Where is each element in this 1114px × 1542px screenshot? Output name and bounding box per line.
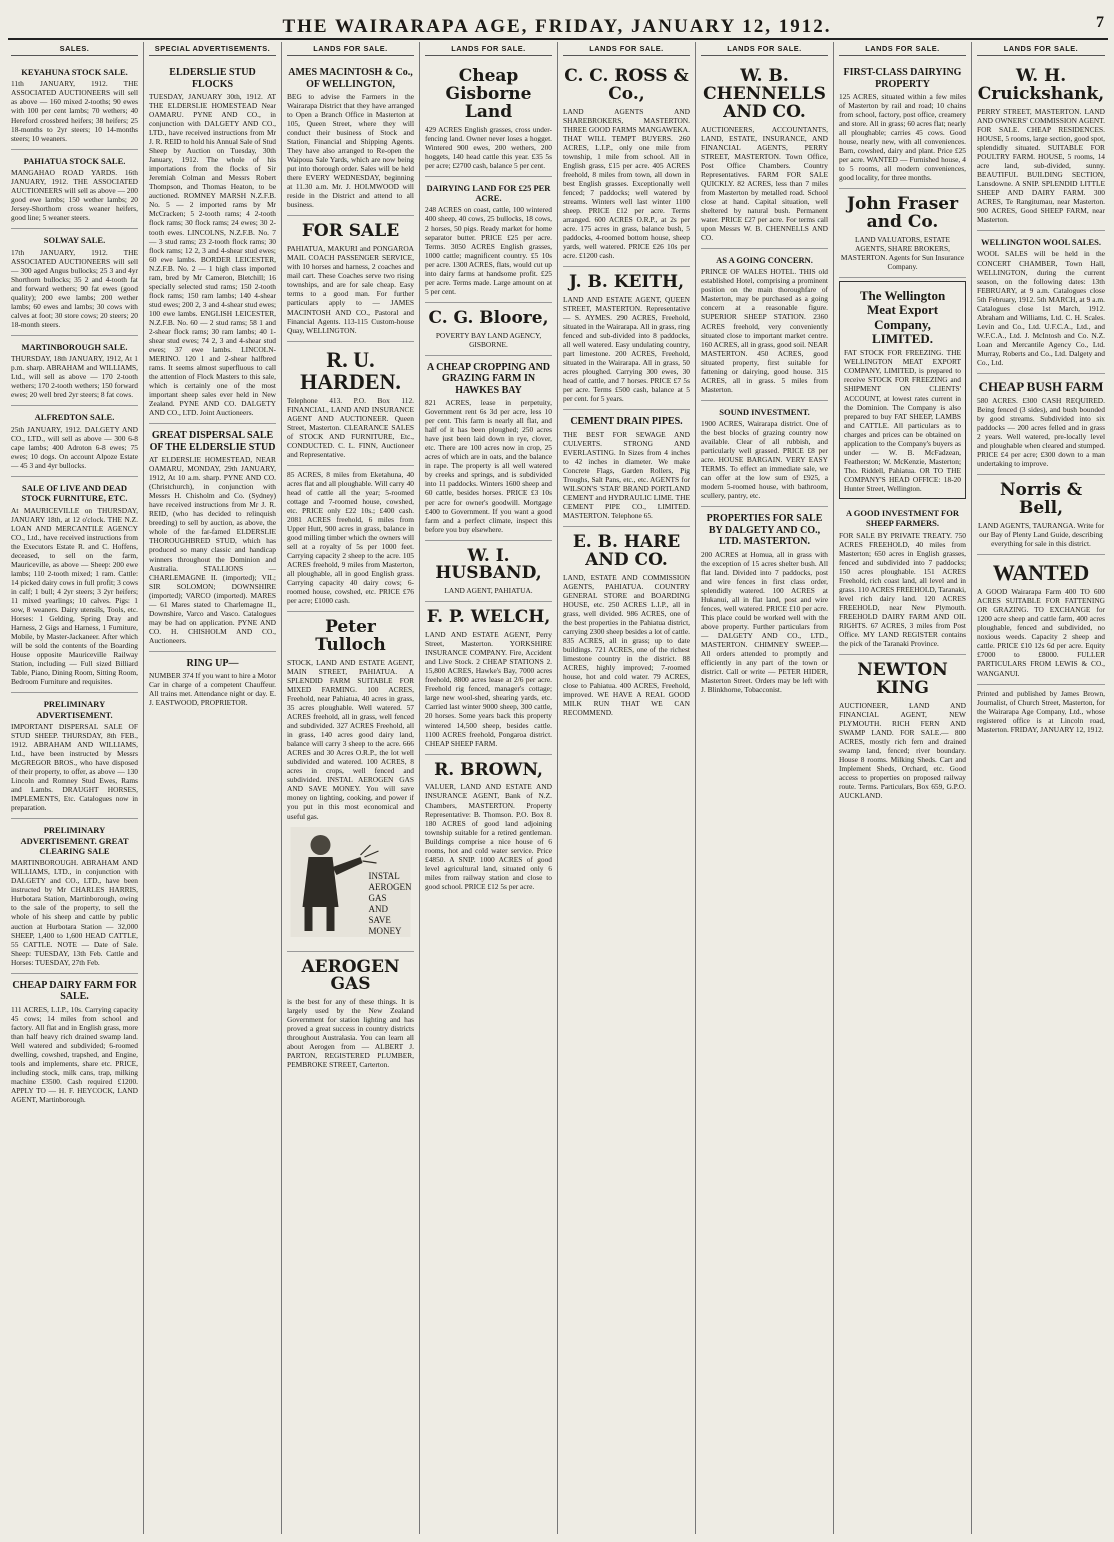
ad-body: THURSDAY, 18th JANUARY, 1912, At 1 p.m. sharp. ABRAHAM and WILLIAMS, Ltd., will sell as above — 170 2-tooth wethers; 170 2-tooth wethers; 150 forward ewes; 20 well bred 2yr steers; 8 fat cows. <box>11 354 138 400</box>
ad-heading: ALFREDTON SALE. <box>34 412 115 423</box>
ad-heading: A GOOD INVESTMENT FOR SHEEP FARMERS. <box>846 507 959 529</box>
advertisement <box>11 406 138 477</box>
advertisement <box>977 374 1105 476</box>
advertisement <box>977 475 1105 555</box>
column-heading: LANDS FOR SALE. <box>701 42 828 56</box>
ad-heading: R. U. HARDEN. <box>300 346 401 394</box>
ad-heading: SOUND INVESTMENT. <box>719 406 810 417</box>
ad-heading: GREAT DISPERSAL SALE OF THE ELDERSLIE STUD <box>149 430 276 453</box>
ad-heading: C. C. ROSS & Co., <box>564 66 689 104</box>
advertisement <box>977 685 1105 740</box>
ad-body: AT ELDERSLIE HOMESTEAD, NEAR OAMARU, MONDAY, 29th JANUARY, 1912, At 10 a.m. sharp. PYNE AND CO. (Christchurch), in conjunction with Messrs H. Chisholm and Co. (Sydney) have received instructions from Mr J. R. REID, (who has decided to relinquish breeding) to sell by auction, as above, the whole of the far-famed ELDERSLIE THOROUGHBRED STUD, which has produced so many classic and handicap winners throughout the Dominion and Australia. STALLIONS — CHARLEMAGNE II. (imported); VIL; SIR SOLOMON; DOWNSHIRE (imported); VARCO (imported). MARES — 61 Mares stated to Charlemagne II., Downshire, Varco and Vasco. Catalogues may be had on application. PYNE AND CO. H. CHISHOLM AND CO., Auctioneers. <box>149 455 276 645</box>
ad-body: VALUER, LAND AND ESTATE AND INSURANCE AGENT, Bank of N.Z. Chambers, MASTERTON. Property Representative: B. Thomson. P.O. Box 8. 180 ACRES of good land adjoining township suitable for a retired gentleman. Buildings comprise a nice house of 6 rooms, hot and cold water service. Price £4850. A SNIP. 1000 ACRES of good level agricultural land, situated only 6 miles from railway station and close to good school. PRICE £12 5s per acre. <box>425 782 552 891</box>
advertisement <box>701 249 828 401</box>
ad-heading: PAHIATUA STOCK SALE. <box>23 155 126 166</box>
ad-heading: AMES MACINTOSH & Co., OF WELLINGTON, <box>288 67 413 90</box>
advertisement <box>839 502 966 655</box>
ad-body: MARTINBOROUGH. ABRAHAM AND WILLIAMS, LTD., in conjunction with DALGETY and CO., LTD., have been instructed by Mr CHARLES HARRIS, Hurbotara Station, Martinborough, owing to the sale of the property, to sell the whole of his sheep and cattle by public auction at Hurbotara Station — 32,000 SHEEP, 1,400 to 1,600 HEAD CATTLE, 55 CATTLE. NOTE — Date of Sale. Sheep: TUESDAY, 13th Feb. Cattle and Horses: TUESDAY, 27th Feb. <box>11 858 138 967</box>
svg-text:GAS: GAS <box>368 892 387 903</box>
advertisement <box>563 410 690 527</box>
ad-heading: John Fraser and Co. <box>846 194 959 233</box>
column-2 <box>144 42 282 1534</box>
ad-body: 821 ACRES, lease in perpetuity, Government rent 6s 3d per acre, less 10 per cent. This farm is nearly all flat, and half of it has been ploughed; 250 acres have just been laid down in rye, clover, etc. There are 100 acres now in crop, 25 acres of which are in oats, and the balance in rape. The property is all well watered by creeks and springs, and is subdivided into 11 paddocks. Winters 1600 sheep and 60 cattle, besides horses. PRICE £3 10s per acre for owner's goodwill. Mortgage £400 to Government. If you want a good farm and a perfect climate, inspect this before you buy elsewhere. <box>425 398 552 534</box>
ad-heading: WANTED <box>992 560 1090 586</box>
advertisement <box>287 342 414 466</box>
advertisement <box>11 61 138 150</box>
advertisement <box>701 507 828 700</box>
ad-body: At MAURICEVILLE on THURSDAY, JANUARY 18th, at 12 o'clock. THE N.Z. LOAN AND MERCANTILE AGENCY CO., Ltd., have received instructions from the Executors Estate R. and C. Hoffens, deceased, to sell on the farm, Mauriceville, as above — Sheep: 200 ewe lambs; 110 2-tooth mixed; 1 ram. Cattle: 14 picked dairy cows in full profit; 3 cows in calf; 1 bull; 4 2yr steers; 3 2yr heifers; 11 mixed yearlings; 10 calves. Pigs: 1 sow, 8 weaners. Dairy utensils, Tools, etc. Horses: 1 Gelding, Spring Dray and Harness, 2 Gigs and Harness, 1 Furniture, Mobile, by Master-Jackaneer. After which will be sold the contents of the Boarding House opposite Mauriceville Railway Station, including — Full sized Billiard Table, Piano, Dining Room, Sitting Room, Bedroom Furniture and requisites. <box>11 505 138 687</box>
column-heading: LANDS FOR SALE. <box>287 42 414 56</box>
ad-heading: CHEAP DAIRY FARM FOR SALE. <box>12 979 137 1003</box>
ad-heading: WELLINGTON WOOL SALES. <box>981 237 1101 248</box>
ad-body: 200 ACRES at Homua, all in grass with the exception of 15 acres shelter bush. All flat land. Divided into 7 paddocks, post and wire fences in first class order, splendidly watered. 100 ACRES at Hukanui, all in flat land, post and wire fences, well watered. PRICE £10 per acre. This place could be worked well with the above property. Further particulars from — DALGETY AND CO., LTD., MASTERTON. CHIMNEY SWEEP.— All orders attended to promptly and efficiently in any part of the town or district. Call or write — PETER HIDER, Masterton Street. Orders may be left with J. Blinkhorne, Tobacconist. <box>701 549 828 695</box>
advertisement <box>11 477 138 693</box>
ad-heading: E. B. HARE AND CO. <box>572 532 681 571</box>
svg-text:INSTAL: INSTAL <box>368 870 400 881</box>
column-8 <box>972 42 1110 1534</box>
ad-body: FAT STOCK FOR FREEZING. THE WELLINGTON MEAT EXPORT COMPANY, LIMITED, is prepared to receive STOCK FOR FREEZING and SHIPMENT ON CLIENTS' ACCOUNT, at lowest rates current in the Dominion. The Company is also prepared to buy FAT SHEEP, LAMBS and CATTLE. All particulars as to charges and prices can be obtained on application to the Company's buyers as under — W. B. McFadzean, Featherston; W. McKenzie, Masterton; Tho. Riddell, Pahiatua. OR TO THE COMPANY'S HEAD OFFICE: 18-20 Hunter Street, Wellington. <box>844 348 961 493</box>
advertisement <box>839 281 966 499</box>
ad-heading: MARTINBOROUGH SALE. <box>21 341 128 352</box>
ad-body: AUCTIONEER, LAND AND FINANCIAL AGENT, NEW PLYMOUTH. RICH FERN AND SWAMP LAND. FOR SALE.— 800 ACRES, mostly rich fern and drained swamp land, fenced; river boundary. House 8 rooms. Milking Sheds. Cart and Implement Sheds, Orchard, etc. Good access to properties on proposed railway route. Terms. Particulars, Box 659, G.P.O. AUCKLAND. <box>839 700 966 800</box>
ad-heading: A CHEAP CROPPING AND GRAZING FARM IN HAWKES BAY <box>426 361 551 396</box>
advertisement <box>287 466 414 612</box>
advertisement <box>425 602 552 754</box>
advertisement <box>11 693 138 819</box>
ad-body: 25th JANUARY, 1912. DALGETY AND CO., LTD., will sell as above — 300 6-8 cape lambs; 400 Adroton 6-8 ewes; 75 ewes; 10 dogs. On account Alpoze Estate — 45 3 and 4yr bullocks. <box>11 424 138 470</box>
ad-heading: C. G. Bloore, <box>428 307 549 328</box>
ad-heading: AS A GOING CONCERN. <box>716 254 813 265</box>
ad-heading: R. BROWN, <box>434 759 543 780</box>
column-3 <box>282 42 420 1534</box>
advertisement <box>425 61 552 177</box>
columns-grid <box>6 42 1110 1534</box>
ad-heading: F. P. WELCH, <box>426 607 551 628</box>
ad-heading: SOLWAY SALE. <box>43 235 106 246</box>
ad-heading: CHEAP BUSH FARM <box>978 378 1104 394</box>
advertisement <box>701 401 828 508</box>
advertisement <box>11 974 138 1110</box>
ad-body: PAHIATUA, MAKURI and PONGAROA MAIL COACH PASSENGER SERVICE, with 10 horses and harness, 2 coaches and mail cart. These Coaches serve two rising townships, and are for sale cheap. Easy terms to a good man. For further particulars apply to — JAMES MACINTOSH AND CO., Pastoral and Financial Agents. 113-115 Custom-house Quay, WELLINGTON. <box>287 244 414 335</box>
svg-text:AND: AND <box>368 903 388 914</box>
ad-heading: FOR SALE <box>301 221 400 242</box>
ad-body: 1900 ACRES, Wairarapa district. One of the best blocks of grazing country now available. Clear of all rubbish, and particularly well grassed. PRICE £8 per acre. HOUSE BARGAIN. VERY EASY TERMS. To effect an immediate sale, we can offer at the low sum of £925, a modern 5-roomed house, with bathroom, scullery, pantry, etc. <box>701 419 828 501</box>
advertisement <box>287 612 414 951</box>
page-number: 7 <box>1096 14 1104 31</box>
ad-body: LAND AGENTS, TAURANGA. Write for our Bay of Plenty Land Guide, describing everything for sale in this district. <box>977 521 1105 549</box>
column-7 <box>834 42 972 1534</box>
ad-body: 17th JANUARY, 1912. THE ASSOCIATED AUCTIONEERS will sell — 300 aged Angus bullocks; 25 3 and 4yr Shorthorn bullocks; 35 2 and 4-tooth fat and forward wethers; 90 fat ewes (good quality); 200 ewe lambs; 200 wether lambs; 60 ewes and lambs; 30 cows with calves at foot; 30 store cows; 20 steers; 20 18-month steers. <box>11 247 138 329</box>
advertisement <box>839 61 966 189</box>
ad-body: 580 ACRES. £300 CASH REQUIRED. Being fenced (3 sides), and bush bounded by good streams. Subdivided into six paddocks — 200 acres felled and in grass 2 years. Well watered, pre-locally level and ploughable when cleared and stumped. PRICE £4 per acre; £300 down to a man undertaking to improve. <box>977 396 1105 469</box>
ad-body: FOR SALE BY PRIVATE TREATY. 750 ACRES FREEHOLD, 40 miles from Masterton; 650 acres in English grasses, fenced and subdivided into 7 paddocks; 150 acres ploughable. 151 ACRES Freehold, rich coast land, all level and in grass. 110 ACRES FREEHOLD, Taranaki, level rich dairy land. 120 ACRES FREEHOLD, near New Plymouth. FREEHOLD DAIRY FARM AND OIL RIGHTS. 67 ACRES, 3 miles from Post Office. MY LAND REGISTER contains the pick of the Taranaki Province. <box>839 530 966 648</box>
aerogen-illustration <box>287 827 414 937</box>
advertisement <box>425 755 552 897</box>
column-4 <box>420 42 558 1534</box>
ad-body: AUCTIONEERS, ACCOUNTANTS, LAND, ESTATE, INSURANCE, AND FINANCIAL AGENTS, PERRY STREET, MASTERTON. Town Office, Post Office Chambers. Country Representatives. FARM FOR SALE QUICKLY. 82 ACRES, less than 7 miles from Masterton by metalled road. School close at hand. Capital situation, well sheltered by natural bush. Permanent water. PRICE £27 per acre. For terms call upon Messrs W. B. CHENNELLS AND CO. <box>701 124 828 242</box>
ad-heading: CEMENT DRAIN PIPES. <box>570 416 683 428</box>
ad-heading: J. B. KEITH, <box>568 272 685 293</box>
ad-body: POVERTY BAY LAND AGENCY, GISBORNE. <box>435 330 542 349</box>
ad-body: LAND AND ESTATE AGENT, QUEEN STREET, MASTERTON. Representative — S. AYMES. 290 ACRES, Freehold, situated in the Wairarapa. All in grass, ring fenced and sub-divided into 8 paddocks, all well watered. Easy undulating country, part limestone. 200 ACRES, Freehold, situated in the Wairarapa. All in grass, 50 acres ploughed. Carrying 300 ewes, 30 head of cattle, and 7 horses. PRICE £7 5s per acre. Terms £500 cash, balance at 5 per cent. for 5 years. <box>563 295 690 404</box>
ad-heading: The Wellington Meat Export Company, LIMITED. <box>859 288 946 347</box>
advertisement <box>425 541 552 603</box>
ad-body: 429 ACRES English grasses, cross under-fencing land. Owner never loses a hogget. Wintered 900 ewes, 200 wethers, 200 hoggets, 140 head cattle this year. £35 5s per acre; £2700 cash, balance 5 per cent. <box>425 124 552 170</box>
masthead-rule <box>8 38 1108 40</box>
advertisement <box>11 336 138 407</box>
column-heading: LANDS FOR SALE. <box>425 42 552 56</box>
column-heading: LANDS FOR SALE. <box>563 42 690 56</box>
advertisement <box>149 424 276 652</box>
ad-heading: Norris & Bell, <box>999 480 1083 519</box>
advertisement <box>11 229 138 336</box>
advertisement <box>563 267 690 410</box>
advertisement <box>287 952 414 1076</box>
advertisement <box>701 61 828 249</box>
advertisement <box>977 231 1105 374</box>
ad-body: LAND AND ESTATE AGENT, Perry Street, Masterton. YORKSHIRE INSURANCE COMPANY. Fire, Accident and Live Stock. 2 CHEAP STATIONS 2. 15,800 ACRES, Hawke's Bay, 7000 acres freehold, 8800 acres lease at 2/6 per acre. Freehold rig fenced, manager's cottage; large new wool-shed, shearing yards, etc. Carried last winter 9000 sheep, 300 cattle, 20 horses. Some years back this property wintered 14,500 sheep, besides cattle. 1100 ACRES freehold, Pongaroa district. CHEAP SHEEP FARM. <box>425 630 552 748</box>
ad-body: 111 ACRES, L.I.P., 10s. Carrying capacity 45 cows; 14 miles from school and factory. All flat and in English grass, more than half heavy rich drained swamp land. Well watered and subdivided; 6-roomed dwelling, cowshed, trapshed, and Engine, tools and implements, share etc. PRICE, including stock, milk cans, trap, milking machine £3500. Cash required £1200. APPLY TO — H. F. HEYCOCK, LAND AGENT, Martinborough. <box>11 1004 138 1104</box>
ad-body: LAND AGENTS AND SHAREBROKERS, MASTERTON. THREE GOOD FARMS MANGAWEKA. THAT WILL TEMPT BUYERS. 260 ACRES, L.I.P., only one mile from township, 1 mile from school. All in English grass, £15 per acre. 405 ACRES freehold, 8 miles from town, all down in best English grasses. Exceptionally well fenced; 7 paddocks; well watered by streams. Winters well last winter 1100 sheep. PRICE £12 per acre. Terms arranged. 600 ACRES O.R.P., at 2s per acre. 175 acres in grass, balance bush, 5 paddocks, 4-roomed bottom house, sheep yards, well watered. PRICE £26 10s per acre. £1200 cash. <box>563 106 690 261</box>
advertisement <box>563 527 690 723</box>
column-5 <box>558 42 696 1534</box>
ad-body: WOOL SALES will be held in the CONCERT CHAMBER, Town Hall, WELLINGTON, during the current season, on the following dates: 13th FEBRUARY, at 9 a.m. Catalogues close 5th February, 1912. 5th MARCH, at 9 a.m. Catalogues close 1st March, 1912. Abraham and Williams, Ltd. C. H. Scales. Levin and Co., Ltd. U.F.C.A., Ltd., and W.F.C.A., Ltd. J. McIntosh and Co. N.Z. Loan and Mercantile Agency Co., Ltd. Murray, Roberts and Co., Ltd. Dalgety and Co., Ltd. <box>977 249 1105 367</box>
svg-text:AEROGEN: AEROGEN <box>368 881 412 892</box>
advertisement <box>977 61 1105 231</box>
svg-text:SAVE: SAVE <box>368 914 391 925</box>
ad-body: THE BEST FOR SEWAGE AND CULVERTS. STRONG AND EVERLASTING. In Sizes from 4 inches to 42 inches in diameter. We make Concrete Flags, Garden Rollers, Pig Troughs, Salt Pans, etc., etc. AGENTS for WILSON'S 'STAR' BRAND PORTLAND CEMENT and HYDRAULIC LIME. THE CEMENT PIPE CO., LIMITED. MASTERTON. Telephone 65. <box>563 429 690 521</box>
advertisement <box>563 61 690 267</box>
ad-heading: PRELIMINARY ADVERTISEMENT. <box>36 699 113 720</box>
ad-body: 125 ACRES, situated within a few miles of Masterton by rail and road; 10 chains from school, factory, post office, creamery and store. All in grass; 60 acres flat; nearly all ploughable; carries 45 cows. Good house, nearly new, with all conveniences. Barn, cowshed, dairy and plant. Price £25 per acre. WANTED — Furnished house, 4 to 5 rooms, all modern conveniences, good locality, for three months. <box>839 92 966 183</box>
advertisement <box>11 150 138 230</box>
column-6 <box>696 42 834 1534</box>
ad-body: LAND VALUATORS, ESTATE AGENTS, SHARE BROKERS, MASTERTON. Agents for Sun Insurance Company. <box>840 235 965 272</box>
advertisement <box>287 61 414 216</box>
column-heading: LANDS FOR SALE. <box>839 42 966 56</box>
column-heading: LANDS FOR SALE. <box>977 42 1105 56</box>
svg-text:MONEY: MONEY <box>368 925 402 936</box>
advertisement <box>425 303 552 356</box>
advertisement <box>425 356 552 541</box>
ad-heading: Peter Tulloch <box>315 617 386 656</box>
ad-body: is the best for any of these things. It is largely used by the New Zealand Government for station lighting and has proved a great success in country districts throughout Australasia. You can learn all about Aerogen from — ALBERT J. PARTON, REGISTERED PLUMBER, PEMBROKE STREET, Carterton. <box>287 997 414 1070</box>
advertisement <box>839 655 966 806</box>
ad-body: MANGAHAO ROAD YARDS. 16th JANUARY, 1912. THE ASSOCIATED AUCTIONEERS will sell as above — 200 good ewe lambs; 150 wether lambs; 20 Jersey-Shorthorn cross weaner heifers, good line; 5 weaner steers. <box>11 167 138 223</box>
ad-body: PRINCE OF WALES HOTEL. THIS old established Hotel, comprising a prominent position on the main thoroughfare of Masterton, may be purchased as a going concern at a reasonable figure. SUPERIOR SHEEP STATION. 2360 ACRES freehold, very conveniently situated close to important market centre. 160 ACRES, all in grass, good soil. NEAR MASTERTON. 450 ACRES, good situated property, first suitable for fattening or dairying, good house. 315 ACRES, all in grass. 5 miles from Masterton. <box>701 267 828 394</box>
ad-heading: ELDERSLIE STUD FLOCKS <box>169 67 256 90</box>
ad-body: 85 ACRES, 8 miles from Eketahuna, 40 acres flat and all ploughable. Will carry 40 head of cattle all the year; 5-roomed cottage and 7-roomed house, cowshed, etc. PRICE only £22 10s.; £400 cash. 2081 ACRES freehold, 6 miles from Upper Hutt, 900 acres in grass, balance in good milling timber which the owners will sell at a royalty of 5s per 1000 feet. Carrying capacity 2 sheep to the acre. 105 ACRES freehold, 9 miles from Masterton, all ploughable, all in good English grass. Carrying capacity 40 dairy cows; 6-roomed house, cowshed, etc. PRICE £76 per acre; £1000 cash. <box>287 469 414 606</box>
ad-body: 11th JANUARY, 1912. THE ASSOCIATED AUCTIONEERS will sell as above — 160 mixed 2-tooths; 90 ewes with 100 per cent lambs; 70 wethers; 40 Hereford crossbred heifers; 38 heifers; 25 18-months to 2yr steers; 10 14-months steers; 10 weaners. <box>11 79 138 143</box>
ad-heading: NEWTON KING <box>857 659 948 698</box>
advertisement <box>977 555 1105 684</box>
advertisement <box>425 177 552 303</box>
ad-heading: W. H. Cruickshank, <box>977 66 1105 104</box>
ad-body: Printed and published by James Brown, Journalist, of Church Street, Masterton, for the Wairarapa Age Company, Ltd., whose registered office is at Lincoln road, Masterton. FRIDAY, JANUARY 12, 1912. <box>977 688 1105 734</box>
advertisement <box>149 652 276 714</box>
ad-heading: W. I. HUSBAND, <box>435 545 542 584</box>
column-1 <box>6 42 144 1534</box>
ad-body: Telephone 413. P.O. Box 112. FINANCIAL, LAND AND INSURANCE AGENT AND AUCTIONEER. Queen Street, Masterton. CLEARANCE SALES of STOCK AND FURNITURE, Etc., CONDUCTED. C. L. FINN, Auctioneer and Representative. <box>287 395 414 459</box>
ad-body: TUESDAY, JANUARY 30th, 1912. AT THE ELDERSLIE HOMESTEAD Near OAMARU. PYNE AND CO., in conjunction with DALGETY AND CO., LTD., have received instructions from Mr J. R. REID to hold his Annual Sale of Stud Sheep by Auction on Tuesday, 30th January, 1912. The whole of his importations from the flocks of Sir Jeremiah Colman and Messrs Robert Thompson, and Thomas Heaton, to be auctioned. ROMNEY MARSH N.Z.F.B. No. 5 — 2 imported rams by Mr McCracken; 5 2-tooth rams; 4 2-tooth flock rams; 30 flock rams; 24 ewes; 30 2-tooth ewes. LINCOLNS, N.Z.F.B. No. 7 — 3 stud rams; 23 2-tooth flock rams; 30 flock rams; 12 2, 3 and 4-shear stud ewes; 60 ewe lambs. BORDER LEICESTER, N.Z.F.B. No. 2 — 1 high class imported ram, bred by Mr Cameron, Bletchill; 16 specially selected stud rams; 150 2-tooth flock rams; 150 ram lambs; 140 4-shear stud ewes; 200 2, 3 and 4-shear stud ewes; 100 ewe lambs. ENGLISH LEICESTER, N.Z.F.B. No. 60 — 2 stud rams; 58 1 and 2-shear flock rams; 30 ram lambs; 40 1-shear stud ewes; 74 2, 3 and 4-shear stud ewes; 37 ewe lambs. LINCOLN-MERINO. 120 1 and 2-shear halfbred rams. It seems almost superfluous to call the attention of Flock Masters to this sale, which is certainly one of the most important sheep sales ever held in New Zealand. PYNE AND CO. DALGETY AND CO., LTD. Joint Auctioneers. <box>149 92 276 418</box>
advertisement <box>149 61 276 424</box>
column-heading: SPECIAL ADVERTISEMENTS. <box>149 42 276 56</box>
ad-body: NUMBER 374 If you want to hire a Motor Car in charge of a competent Chauffeur. All trains met. Attendance night or day. E. J. EASTWOOD, PROPRIETOR. <box>149 671 276 708</box>
ad-body: BEG to advise the Farmers in the Wairarapa District that they have arranged to Open a Branch Office in Masterton at 105, Queen Street, where they will conduct their business of Stock and Station, Financial and Shipping Agents. They have also arranged to Re-open the Waipoua Sale Yards, which are now being put into thorough order. Sales will be held there EVERY WEDNESDAY, beginning at 11.30 a.m. Mr. J. HOLMWOOD will reside in the District and attend to all business. <box>287 92 414 210</box>
masthead <box>0 6 1114 36</box>
ad-body: PERRY STREET, MASTERTON. LAND AND OWNERS' COMMISSION AGENT. FOR SALE. CHEAP RESIDENCES. HOUSE, 5 rooms, large section, good spot, splendidly situated. SUITABLE FOR POULTRY FARM. HOUSE, 5 rooms, 14 acre land, sub-divided, sunny. BEAUTIFUL BUILDING SECTION, Lansdowne. A SNIP. SPLENDID LITTLE SHEEP AND DAIRY FARM. 300 ACRES, Te Rangitumau, near Masterton. 900 ACRES, Good SHEEP FARM, near Masterton. <box>977 106 1105 225</box>
ad-heading: KEYAHUNA STOCK SALE. <box>21 67 128 78</box>
ad-heading: FIRST-CLASS DAIRYING PROPERTY <box>843 67 962 90</box>
ad-heading: DAIRYING LAND FOR £25 PER ACRE. <box>426 182 551 204</box>
column-heading: SALES. <box>11 42 138 56</box>
ad-body: IMPORTANT DISPERSAL SALE OF STUD SHEEP. THURSDAY, 8th FEB., 1912. ABRAHAM AND WILLIAMS, Ltd., have been instructed by Messrs McGREGOR BROS., who have disposed of their property, to offer, as above — 130 Lincoln and Romney Stud Ewes, Rams and Lambs. DRAUGHT HORSES, IMPLEMENTS, Etc. Catalogues now in preparation. <box>11 721 138 813</box>
ad-heading: PROPERTIES FOR SALE BY DALGETY AND CO., LTD. MASTERTON. <box>706 513 823 548</box>
advertisement <box>287 216 414 341</box>
ad-body: 248 ACRES on coast, cattle, 100 wintered 400 sheep, 40 cows, 25 bullocks, 18 cows, 2 horses, 50 pigs. Ready market for home separator butter. PRICE £25 per acre. Terms. 3050 ACRES English grasses, 1000 cattle; magnificent country. £5 10s per acre. 1300 ACRES, flats, would cut up into dairy farms at handsome profit. £25 per acre. Terms made. Large amount on at 5 per cent. <box>425 205 552 296</box>
ad-body: LAND, ESTATE AND COMMISSION AGENTS, PAHIATUA. COUNTRY GENERAL STORE and BOARDING HOUSE, etc. 250 ACRES L.I.P., all in grass, well divided. 986 ACRES, one of the best properties in the Pahiatua district, carrying 2300 sheep besides a lot of cattle. 835 ACRES, all in grass; up to date buildings. 721 ACRES, one of the richest limestone country in the district. 88 ACRES, highly improved; 7-roomed house, hot and cold water. 79 ACRES, close to Pahiatua. 400 ACRES, Freehold, improved. WE HAVE A REAL GOOD MILK RUN THAT WE CAN RECOMMEND. <box>563 572 690 718</box>
ad-heading: RING UP— <box>186 657 239 669</box>
advertisement <box>839 189 966 278</box>
ad-heading: AEROGEN GAS <box>301 956 400 995</box>
ad-heading: SALE OF LIVE AND DEAD STOCK FURNITURE, ETC. <box>21 482 128 504</box>
ad-heading: PRELIMINARY ADVERTISEMENT. GREAT CLEARING SALE <box>20 825 129 856</box>
ad-heading: Cheap Gisborne Land <box>445 66 532 122</box>
newspaper-title: THE WAIRARAPA AGE, FRIDAY, JANUARY 12, 1912. <box>282 16 832 37</box>
ad-heading: W. B. CHENNELLS AND CO. <box>703 66 826 122</box>
ad-body: LAND AGENT, PAHIATUA. <box>444 586 533 596</box>
ad-body: A GOOD Wairarapa Farm 400 TO 600 ACRES SUITABLE FOR FATTENING OR GRAZING. TO EXCHANGE for 1200 acre sheep and cattle farm, 400 acres ploughable, fenced and subdivided, no noxious weeds. Capacity 2 sheep and cattle. PRICE £10 12s 6d per acre. Equity £7000 to £8000. FULLER PARTICULARS FROM LEWIS & CO., WANGANUI. <box>977 587 1105 678</box>
advertisement <box>11 819 138 973</box>
ad-body: STOCK, LAND AND ESTATE AGENT, MAIN STREET, PAHIATUA. A SPLENDID FARM SUITABLE FOR MIXED FARMING. 100 ACRES, Freehold, near Pahiatua, 40 acres in grass, 35 acres ploughable. Well watered. 57 ACRES freehold, all in grass, well fenced and subdivided. 327 ACRES Freehold, all in grass, 140 acres good dairy land, balance will carry 3 sheep to the acre. 666 ACRES and 30 Acres O.R.P., the lot well subdivided and watered. 100 ACRES, 8 acres in crops, well fenced and subdivided. INSTAL AEROGEN GAS AND SAVE MONEY. You will save money on lighting, cooking, and power if you put in this most economical and useful gas. <box>287 657 414 821</box>
